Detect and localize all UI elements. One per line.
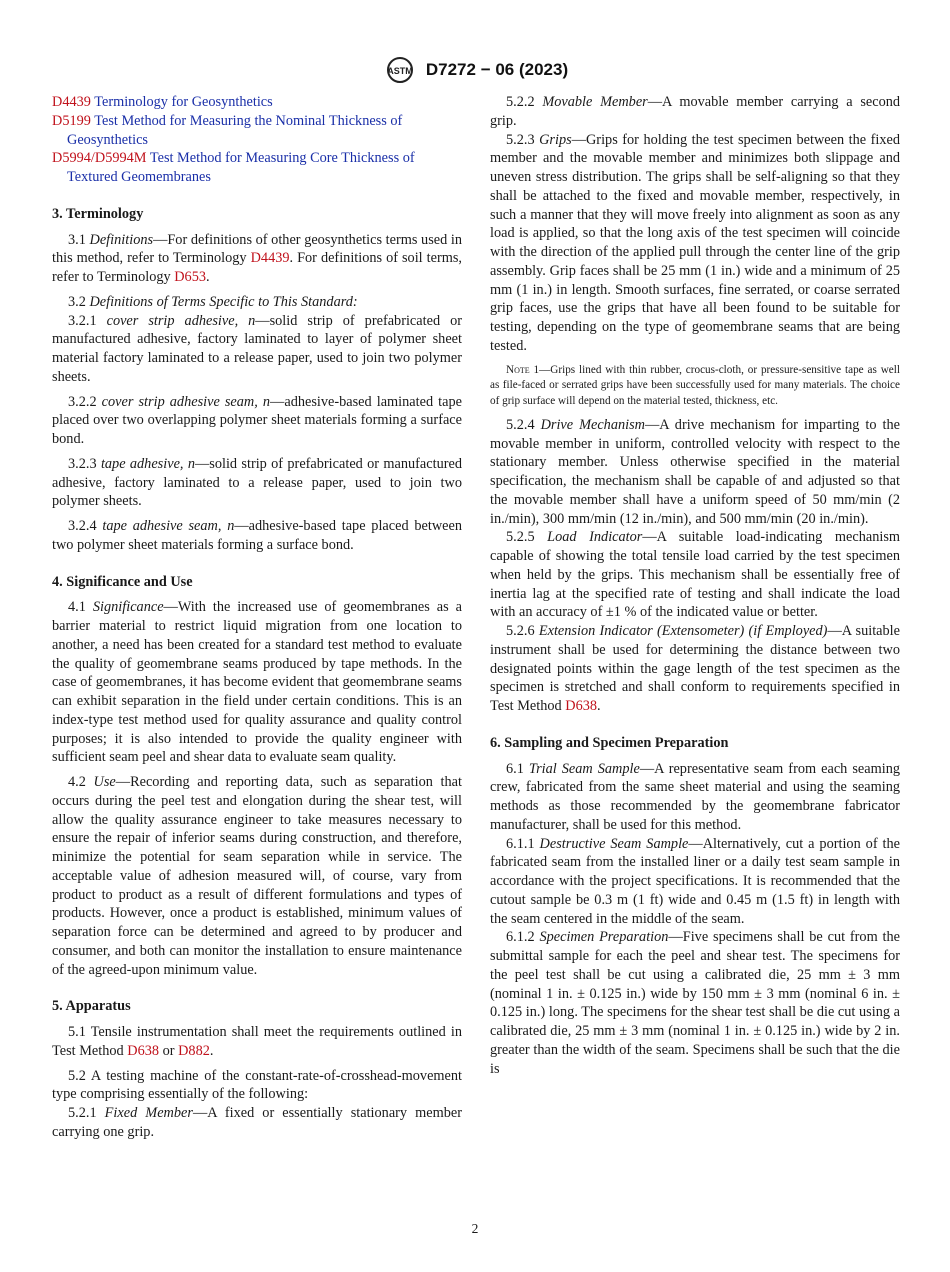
paragraph-5-2: 5.2 A testing machine of the constant-rate-of-crosshead-movement type comprising essentially of the following: — [52, 1067, 462, 1103]
left-column — [52, 93, 462, 1148]
link-d4439[interactable]: D4439 — [250, 250, 290, 267]
note-1: Note 1—Grips lined with thin rubber, crocus-cloth, or pressure-sensitive tape as well as file-faced or serrated grips have been successfully used for many materials. The choice of grip surface will depend on the material tested, thickness, etc. — [490, 363, 900, 408]
section-heading: 4. Significance and Use — [52, 573, 193, 590]
right-column — [490, 93, 900, 1078]
paragraph-3-2: 3.2 Definitions of Terms Specific to This Standard: — [68, 293, 358, 310]
paragraph-5-2-1: 5.2.1 Fixed Member—A fixed or essentially stationary member carrying one grip. — [52, 1105, 462, 1140]
paragraph-5-2-5: 5.2.5 Load Indicator—A suitable load-indicating mechanism capable of showing the total tensile load carried by the test specimen when held by the grips. This mechanism shall be essentially free of inertia lag at the specified rate of testing and shall indicate the load with an accuracy of ±1 % of the indicated value or better. — [490, 529, 900, 621]
paragraph-5-1: 5.1 Tensile instrumentation shall meet the requirements outlined in Test Method D638 or D882. — [52, 1024, 462, 1059]
page-number: 2 — [471, 1221, 479, 1236]
paragraph-6-1-1: 6.1.1 Destructive Seam Sample—Alternatively, cut a portion of the fabricated seam from the installed liner or a daily test seam sample in accordance with the project specifications. It is recommended that the cutout sample be 0.3 m (1 ft) wide and 0.45 m (1.5 ft) in length with the seam centered in the middle of the seam. — [490, 835, 901, 927]
reference-code-link[interactable]: D5994/D5994M — [52, 150, 147, 167]
reference-title: Test Method for Measuring the Nominal Thickness of Geosynthetics — [67, 112, 403, 148]
section-heading: 3. Terminology — [52, 205, 144, 222]
reference-code-link[interactable]: D4439 — [52, 94, 91, 110]
section-heading: 6. Sampling and Specimen Preparation — [490, 734, 729, 751]
reference-d4439 — [52, 93, 462, 112]
reference-code-link[interactable]: D5199 — [52, 112, 91, 129]
paragraph-4-2: 4.2 Use—Recording and reporting data, such as separation that occurs during the peel test and elongation during the shear test, will allow the quality assurance engineer to take measures necessary to ensure the repair of inferior seams during construction, and therefore, minimize the potential for seam separation while in service. The acceptable value of adhesion measured will, of course, vary from product to product as a result of different formulations and types of products. However, once a product is established, minimum values of separation force can be determined and agreed to by producer and consumer, and both can monitor the installation to ensure maintenance of the agreed-upon minimum value. — [52, 774, 462, 978]
link-d638[interactable]: D638 — [565, 698, 598, 715]
paragraph-6-1: 6.1 Trial Seam Sample—A representative seam from each seaming crew, fabricated from the same sheet material and using the seaming methods as those recommended by the geomembrane fabricator manufacturer, shall be used for this method. — [490, 760, 900, 833]
link-d638[interactable]: D638 — [127, 1042, 160, 1059]
paragraph-3-2-4: 3.2.4 tape adhesive seam, n—adhesive-based tape placed between two polymer sheet materials forming a surface bond. — [52, 518, 462, 553]
paragraph-3-2-2: 3.2.2 cover strip adhesive seam, n—adhesive-based laminated tape placed over two overlapping polymer sheet materials forming a surface bond. — [52, 393, 462, 447]
paragraph-6-1-2: 6.1.2 Specimen Preparation—Five specimens shall be cut from the submittal sample for each the peel and shear test. The specimens for the peel test shall be cut using a calibrated die, 25 mm ± 3 mm (nominal 1 in. ± 0.125 in.) wide by 150 mm ± 3 mm (nominal 6 in. ± 0.125 in.) long. The specimens for the shear test shall be die cut using a calibrated die, 25 mm ± 3 mm (nominal 1 in. ± 0.125 in.) wide by 2 in. greater than the width of the seam. Specimens shall be such that the die is — [490, 929, 901, 1077]
page-header — [0, 56, 950, 89]
link-d653[interactable]: D653 — [174, 269, 206, 285]
reference-d5994 — [52, 149, 462, 187]
paragraph-5-2-2: 5.2.2 Movable Member—A movable member carrying a second grip. — [490, 94, 901, 129]
document-id: D7272 − 06 (2023) — [425, 60, 569, 79]
paragraph-4-1: 4.1 Significance—With the increased use of geomembranes as a barrier material to restrict liquid migration from one location to another, a need has been created for a standard test method to evaluate the quality of geomembrane seams produced by tape methods. In the case of geomembranes, it has become evident that geomembrane seams can exhibit separation in the field under certain conditions. This is an index-type test method used for quality assurance and quality control purposes; it is also intended to provide the quality engineer with sufficient seam peel and shear data to evaluate seam quality. — [52, 599, 462, 766]
paragraph-5-2-3: 5.2.3 Grips—Grips for holding the test specimen between the fixed member and the movable member and minimizes both slippage and uneven stress distribution. The grips shall be self-aligning so that they shall be attached to the fixed and movable member, respectively, in such a manner that they will move freely into alignment as soon as any load is applied, so that the long axis of the test specimen will coincide with the direction of the applied pull through the center line of the grip assembly. Grip faces shall be 25 mm (1 in.) wide and a minimum of 25 mm (1 in.) in length. Smooth surfaces, fine serrated, or coarse serrated grip faces, use the grips that have all been found to be suitable for testing, depending on the type of geomembrane seams that are being tested. — [490, 131, 900, 354]
section-heading: 5. Apparatus — [52, 998, 131, 1015]
paragraph-5-2-6: 5.2.6 Extension Indicator (Extensometer) (if Employed)—A suitable instrument shall be used for determining the distance between two designated points within the gage length of the test specimen as the specimen is stretched and shall conform to requirements specified in Test Method D638. — [490, 623, 900, 715]
paragraph-3-2-3: 3.2.3 tape adhesive, n—solid strip of prefabricated or manufactured adhesive, factory laminated to a release paper, used to join two polymer sheets. — [52, 455, 462, 510]
reference-title: Test Method for Measuring Core Thickness of Textured Geomembranes — [67, 150, 415, 185]
reference-d5199 — [52, 112, 462, 150]
svg-text:ASTM: ASTM — [387, 66, 413, 76]
paragraph-3-2-1: 3.2.1 cover strip adhesive, n—solid strip of prefabricated or manufactured adhesive, factory laminated to layer of polymer sheet material factory laminated to a release paper, used to join two polymer sheets. — [52, 312, 462, 385]
astm-logo-icon — [382, 56, 418, 84]
reference-title: Terminology for Geosynthetics — [94, 94, 273, 110]
paragraph-5-2-4: 5.2.4 Drive Mechanism—A drive mechanism for imparting to the movable member in uniform, controlled velocity with respect to the stationary member. Unless otherwise specified in the material specification, the mechanism shall be capable of and adjusted so that the movable member shall have a uniform speed of 50 mm/min (2 in./min), 300 mm/min (12 in./min), and 500 mm/min (20 in./min). — [490, 416, 900, 527]
paragraph-3-1: 3.1 Definitions—For definitions of other geosynthetics terms used in this method, refer to Terminology D4439. For definitions of soil terms, refer to Terminology D653. — [52, 231, 463, 285]
link-d882[interactable]: D882 — [178, 1042, 210, 1059]
